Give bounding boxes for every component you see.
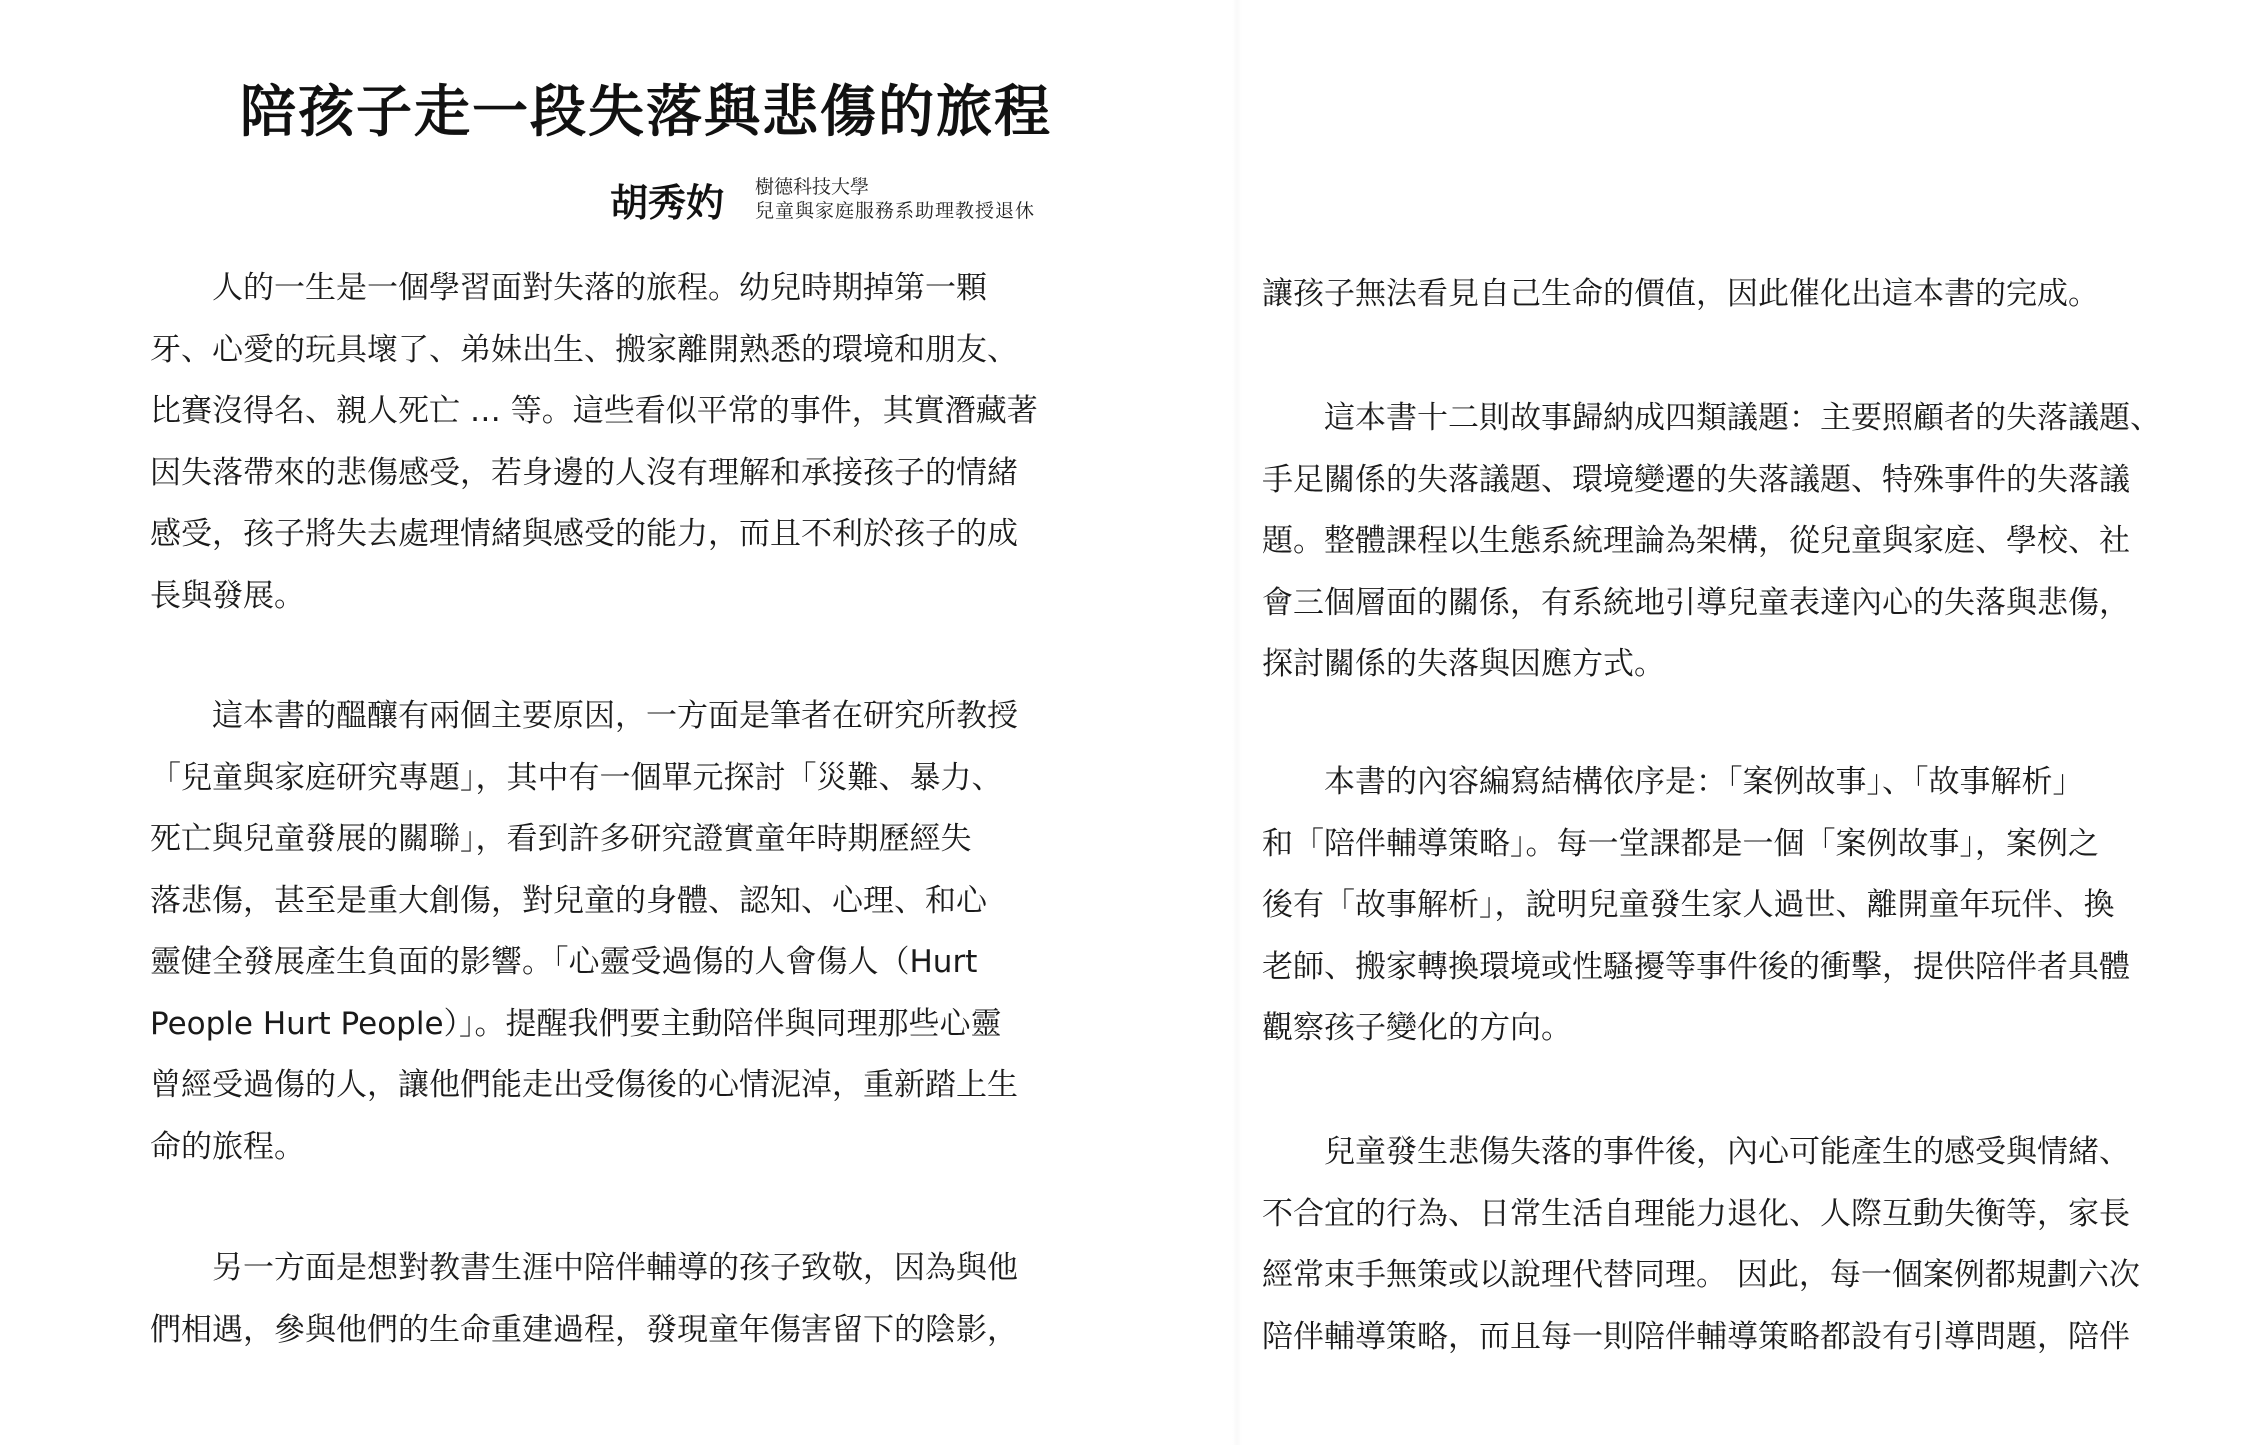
text-line: 人的一生是一個學習面對失落的旅程。幼兒時期掉第一顆	[212, 270, 987, 306]
right-paragraph-1	[1262, 264, 2222, 326]
document-title: 陪孩子走一段失落與悲傷的旅程	[240, 79, 1052, 145]
author-affiliation-department: 兒童與家庭服務系助理教授退休	[755, 200, 1036, 222]
page-fold	[1232, 0, 1242, 1445]
text-line: 「兒童與家庭研究專題」，其中有一個單元探討「災難、暴力、	[150, 759, 1003, 796]
text-line: 長與發展。	[150, 577, 305, 614]
right-paragraph-3	[1262, 752, 2222, 1060]
text-line: 經常束手無策或以說理代替同理。 因此，每一個案例都規劃六次	[1262, 1257, 2140, 1293]
author-affiliation-university: 樹德科技大學	[755, 176, 870, 198]
text-line: 比賽沒得名、親人死亡 … 等。這些看似平常的事件，其實潛藏著	[150, 393, 1038, 429]
right-paragraph-4	[1262, 1122, 2222, 1368]
text-line: 們相遇，參與他們的生命重建過程，發現童年傷害留下的陰影，	[150, 1311, 1018, 1348]
text-line: 題。整體課程以生態系統理論為架構，從兒童與家庭、學校、社	[1262, 523, 2130, 559]
text-line: 命的旅程。	[150, 1128, 305, 1165]
left-paragraph-1	[150, 258, 1100, 627]
left-paragraph-2	[150, 686, 1100, 1178]
text-line: 老師、搬家轉換環境或性騷擾等事件後的衝擊，提供陪伴者具體	[1262, 948, 2130, 985]
author-name: 胡秀妁	[610, 181, 725, 225]
text-line: 靈健全發展產生負面的影響。「心靈受過傷的人會傷人（Hurt	[150, 944, 978, 980]
text-line: 牙、心愛的玩具壞了、弟妹出生、搬家離開熟悉的環境和朋友、	[150, 331, 1018, 368]
text-line: 本書的內容編寫結構依序是：「案例故事」、「故事解析」	[1324, 764, 2084, 800]
text-line: 和「陪伴輔導策略」。每一堂課都是一個「案例故事」，案例之	[1262, 825, 2099, 862]
right-paragraph-2	[1262, 388, 2222, 696]
text-line: People Hurt People）」。提醒我們要主動陪伴與同理那些心靈	[150, 1005, 1002, 1042]
text-line: 手足關係的失落議題、環境變遷的失落議題、特殊事件的失落議	[1262, 461, 2130, 498]
text-line: 會三個層面的關係，有系統地引導兒童表達內心的失落與悲傷，	[1262, 584, 2130, 621]
text-line: 陪伴輔導策略，而且每一則陪伴輔導策略都設有引導問題，陪伴	[1262, 1318, 2130, 1355]
text-line: 觀察孩子變化的方向。	[1262, 1010, 1572, 1046]
text-line: 曾經受過傷的人，讓他們能走出受傷後的心情泥淖，重新踏上生	[150, 1067, 1018, 1103]
text-line: 這本書的醞釀有兩個主要原因，一方面是筆者在研究所教授	[212, 698, 1018, 734]
text-line: 兒童發生悲傷失落的事件後，內心可能產生的感受與情緒、	[1324, 1134, 2130, 1170]
text-line: 落悲傷，甚至是重大創傷，對兒童的身體、認知、心理、和心	[150, 882, 987, 919]
text-line: 探討關係的失落與因應方式。	[1262, 646, 1665, 682]
text-line: 不合宜的行為、日常生活自理能力退化、人際互動失衡等，家長	[1262, 1195, 2130, 1232]
text-line: 這本書十二則故事歸納成四類議題：主要照顧者的失落議題、	[1324, 400, 2161, 436]
text-line: 死亡與兒童發展的關聯」，看到許多研究證實童年時期歷經失	[150, 821, 972, 857]
text-line: 後有「故事解析」，說明兒童發生家人過世、離開童年玩伴、換	[1262, 887, 2115, 923]
text-line: 另一方面是想對教書生涯中陪伴輔導的孩子致敬，因為與他	[212, 1250, 1018, 1286]
left-paragraph-3	[150, 1238, 1100, 1361]
text-line: 因失落帶來的悲傷感受，若身邊的人沒有理解和承接孩子的情緒	[150, 454, 1018, 491]
text-line: 讓孩子無法看見自己生命的價值，因此催化出這本書的完成。	[1262, 276, 2099, 312]
text-line: 感受，孩子將失去處理情緒與感受的能力，而且不利於孩子的成	[150, 516, 1018, 552]
author-block	[610, 170, 1110, 240]
